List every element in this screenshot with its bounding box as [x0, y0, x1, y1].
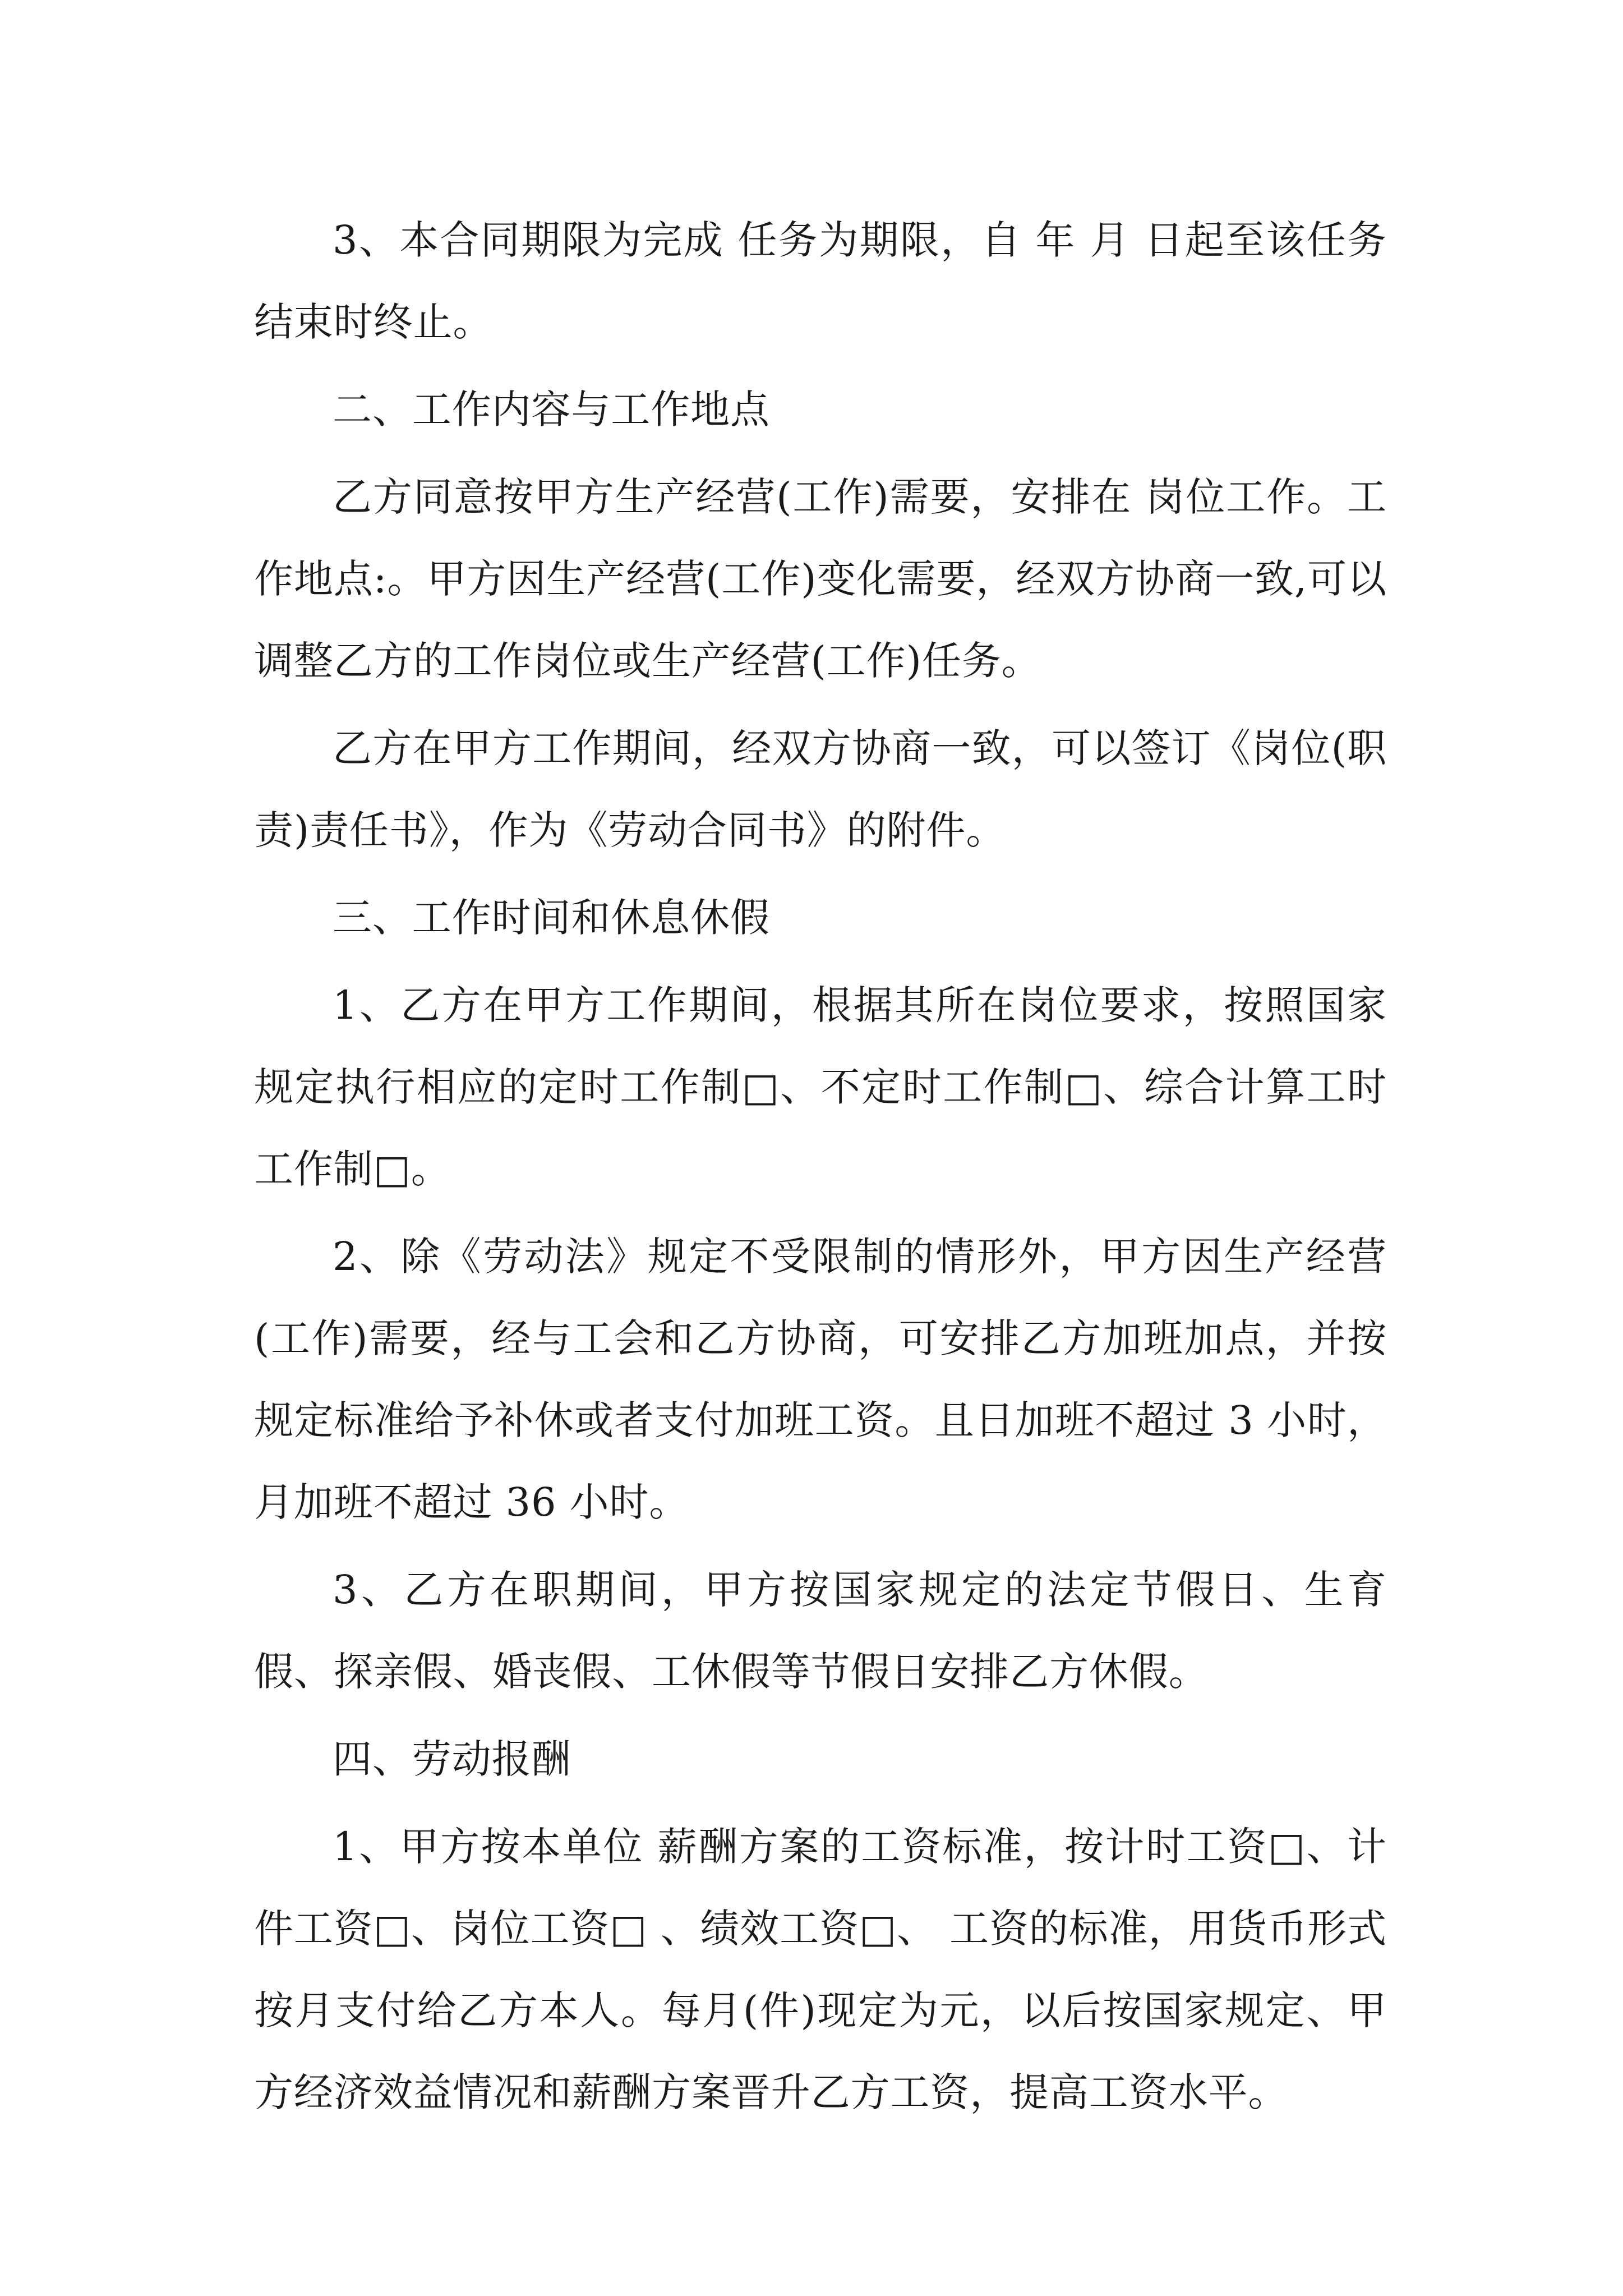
- section-heading-work-content: 二、工作内容与工作地点: [333, 386, 770, 432]
- paragraph-responsibility: 乙方在甲方工作期间，经双方协商一致，可以签订《岗位(职责)责任书》，作为《劳动合同书》的附件。: [254, 725, 1387, 853]
- section-heading-work-hours: 三、工作时间和休息休假: [333, 895, 770, 941]
- section-heading-remuneration: 四、劳动报酬: [333, 1736, 571, 1782]
- document-body: [254, 199, 1387, 2139]
- paragraph-work-post: 乙方同意按甲方生产经营(工作)需要，安排在 岗位工作。工作地点:。甲方因生产经营(工作)变化需要，经双方协商一致,可以调整乙方的工作岗位或生产经营(工作)任务。: [254, 474, 1387, 684]
- paragraph-holidays: 3、乙方在职期间，甲方按国家规定的法定节假日、生育假、探亲假、婚丧假、工休假等节假日安排乙方休假。: [254, 1567, 1387, 1695]
- paragraph-overtime: 2、除《劳动法》规定不受限制的情形外，甲方因生产经营(工作)需要，经与工会和乙方协商，可安排乙方加班加点，并按规定标准给予补休或者支付加班工资。且日加班不超过 3 小时，月加班不超过 36 小时。: [254, 1234, 1387, 1525]
- paragraph-hours-system: 1、乙方在甲方工作期间，根据其所在岗位要求，按照国家规定执行相应的定时工作制□、不定时工作制□、综合计算工时工作制□。: [254, 982, 1387, 1192]
- paragraph-term-duration: 3、本合同期限为完成 任务为期限，自 年 月 日起至该任务结束时终止。: [254, 217, 1387, 345]
- paragraph-wages: 1、甲方按本单位 薪酬方案的工资标准，按计时工资□、计件工资□、岗位工资□ 、绩效工资□、 工资的标准，用货币形式按月支付给乙方本人。每月(件)现定为元，以后按国家规定、甲方经济效益情况和薪酬方案晋升乙方工资，提高工资水平。: [254, 1824, 1387, 2115]
